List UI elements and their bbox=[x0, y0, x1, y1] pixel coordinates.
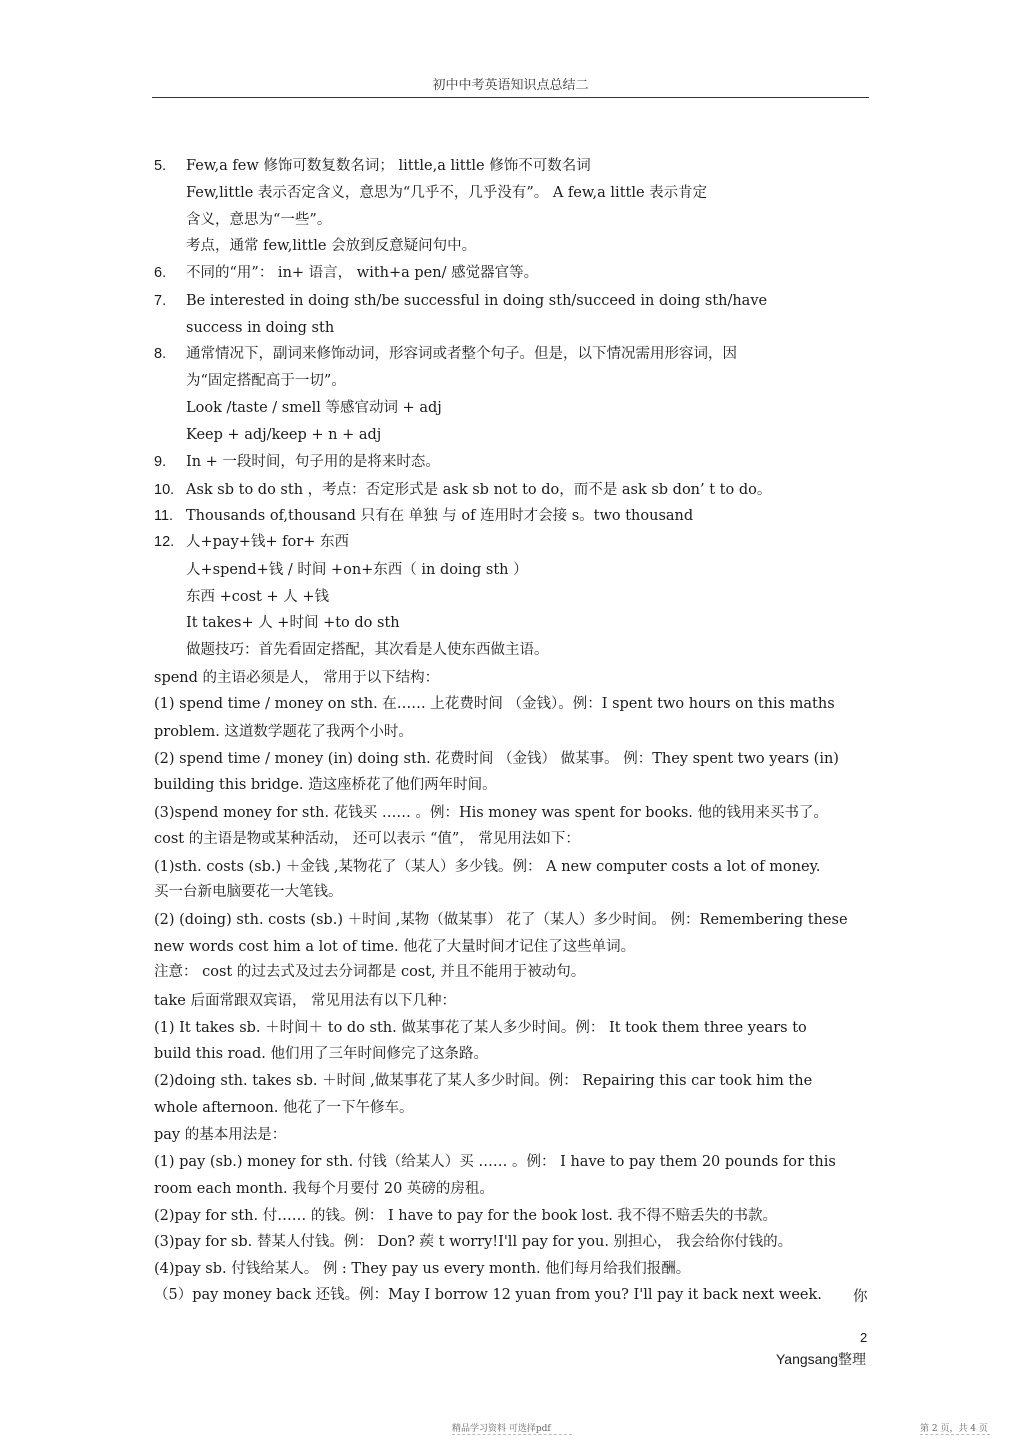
text-line: 注意： cost 的过去式及过去分词都是 cost, 并且不能用于被动句。 bbox=[154, 964, 586, 980]
page-number: 2 bbox=[860, 1330, 868, 1345]
text-line: (1) It takes sb. ＋时间＋ to do sth. 做某事花了某人多少时间。例： It took them three years to bbox=[154, 1020, 807, 1036]
item-number: 12. bbox=[154, 534, 175, 550]
text-line: (3)spend money for sth. 花钱买 …… 。例：His money was spent for books. 他的钱用来买书了。 bbox=[154, 805, 828, 821]
text-line: (2)doing sth. takes sb. ＋时间 ,做某事花了某人多少时间。例： Repairing this car took him the bbox=[154, 1073, 813, 1089]
text-line: 为“固定搭配高于一切”。 bbox=[186, 373, 346, 389]
footer-right-note: 第 2 页，共 4 页 bbox=[920, 1424, 988, 1434]
text-line: take 后面常跟双宾语， 常见用法有以下几种： bbox=[154, 993, 457, 1009]
footer-dash bbox=[452, 1434, 572, 1435]
item-number: 10. bbox=[154, 482, 175, 498]
text-line: 通常情况下，副词来修饰动词，形容词或者整个句子。但是，以下情况需用形容词，因 bbox=[186, 346, 737, 362]
text-line: (1) pay (sb.) money for sth. 付钱（给某人）买 …… 。例： I have to pay them 20 pounds for this bbox=[154, 1154, 836, 1170]
trailing-word: 你 bbox=[853, 1289, 868, 1305]
text-line: (2)pay for sth. 付…… 的钱。例： I have to pay for the book lost. 我不得不赔丢失的书款。 bbox=[154, 1208, 778, 1224]
item-number: 8. bbox=[154, 346, 167, 362]
text-line: (2) spend time / money (in) doing sth. 花费时间 （金钱） 做某事。 例：They spent two years (in) bbox=[154, 751, 839, 767]
text-line: It takes+ 人 +时间 +to do sth bbox=[186, 615, 400, 631]
text-line: (1)sth. costs (sb.) ＋金钱 ,某物花了（某人）多少钱。例： A new computer costs a lot of money. bbox=[154, 859, 821, 875]
text-line: cost 的主语是物或某种活动， 还可以表示 “值”， 常见用法如下： bbox=[154, 831, 580, 847]
text-line: 买一台新电脑要花一大笔钱。 bbox=[154, 884, 343, 900]
text-line: 东西 +cost + 人 +钱 bbox=[186, 589, 330, 605]
text-line: success in doing sth bbox=[186, 320, 335, 336]
footer-left-note: 精品学习资料 可选择pdf bbox=[452, 1424, 551, 1434]
text-line: Ask sb to do sth ，考点：否定形式是 ask sb not to do，而不是 ask sb don’ t to do。 bbox=[186, 482, 772, 498]
text-line: Look /taste / smell 等感官动词 + adj bbox=[186, 400, 442, 416]
text-line: whole afternoon. 他花了一下午修车。 bbox=[154, 1100, 414, 1116]
text-line: 含义，意思为“一些”。 bbox=[186, 212, 332, 228]
text-line: （5）pay money back 还钱。例：May I borrow 12 yuan from you? I'll pay it back next week. bbox=[154, 1287, 822, 1303]
item-number: 11. bbox=[154, 508, 174, 524]
text-line: 考点，通常 few,little 会放到反意疑问句中。 bbox=[186, 238, 477, 254]
text-line: problem. 这道数学题花了我两个小时。 bbox=[154, 724, 413, 740]
signature: Yangsang整理 bbox=[776, 1351, 867, 1367]
text-line: 不同的“用”： in+ 语言， with+a pen/ 感觉器官等。 bbox=[186, 265, 539, 281]
item-number: 9. bbox=[154, 454, 167, 470]
text-line: Be interested in doing sth/be successful in doing sth/succeed in doing sth/have bbox=[186, 293, 768, 309]
text-line: 做题技巧：首先看固定搭配，其次看是人使东西做主语。 bbox=[186, 642, 549, 658]
text-line: Few,a few 修饰可数复数名词； little,a little 修饰不可数名词 bbox=[186, 158, 591, 174]
text-line: (1) spend time / money on sth. 在…… 上花费时间 （金钱）。例：I spent two hours on this maths bbox=[154, 696, 835, 712]
text-line: Thousands of,thousand 只有在 单独 与 of 连用时才会接 s。two thousand bbox=[186, 508, 694, 524]
text-line: new words cost him a lot of time. 他花了大量时间才记住了这些单词。 bbox=[154, 939, 636, 955]
page-header-title: 初中中考英语知识点总结二 bbox=[432, 78, 589, 93]
item-number: 7. bbox=[154, 293, 167, 309]
text-line: pay 的基本用法是： bbox=[154, 1127, 287, 1143]
text-line: 人+pay+钱+ for+ 东西 bbox=[186, 534, 349, 550]
item-number: 5. bbox=[154, 158, 167, 174]
text-line: room each month. 我每个月要付 20 英磅的房租。 bbox=[154, 1181, 494, 1197]
text-line: (2) (doing) sth. costs (sb.) ＋时间 ,某物（做某事） 花了（某人）多少时间。 例：Remembering these bbox=[154, 912, 848, 928]
text-line: In + 一段时间，句子用的是将来时态。 bbox=[186, 454, 440, 470]
item-number: 6. bbox=[154, 265, 167, 281]
header-rule bbox=[152, 97, 869, 98]
text-line: 人+spend+钱 / 时间 +on+东西（ in doing sth ） bbox=[186, 562, 528, 578]
text-line: building this bridge. 造这座桥花了他们两年时间。 bbox=[154, 777, 497, 793]
text-line: spend 的主语必须是人， 常用于以下结构： bbox=[154, 670, 440, 686]
text-line: (4)pay sb. 付钱给某人。 例 : They pay us every month. 他们每月给我们报酬。 bbox=[154, 1261, 691, 1277]
text-line: build this road. 他们用了三年时间修完了这条路。 bbox=[154, 1046, 488, 1062]
text-line: (3)pay for sb. 替某人付钱。例： Don? 蒺 t worry!I'll pay for you. 别担心， 我会给你付钱的。 bbox=[154, 1234, 793, 1250]
footer-dash bbox=[920, 1434, 990, 1435]
text-line: Few,little 表示否定含义，意思为“几乎不，几乎没有”。 A few,a little 表示肯定 bbox=[186, 185, 708, 201]
text-line: Keep + adj/keep + n + adj bbox=[186, 427, 382, 443]
